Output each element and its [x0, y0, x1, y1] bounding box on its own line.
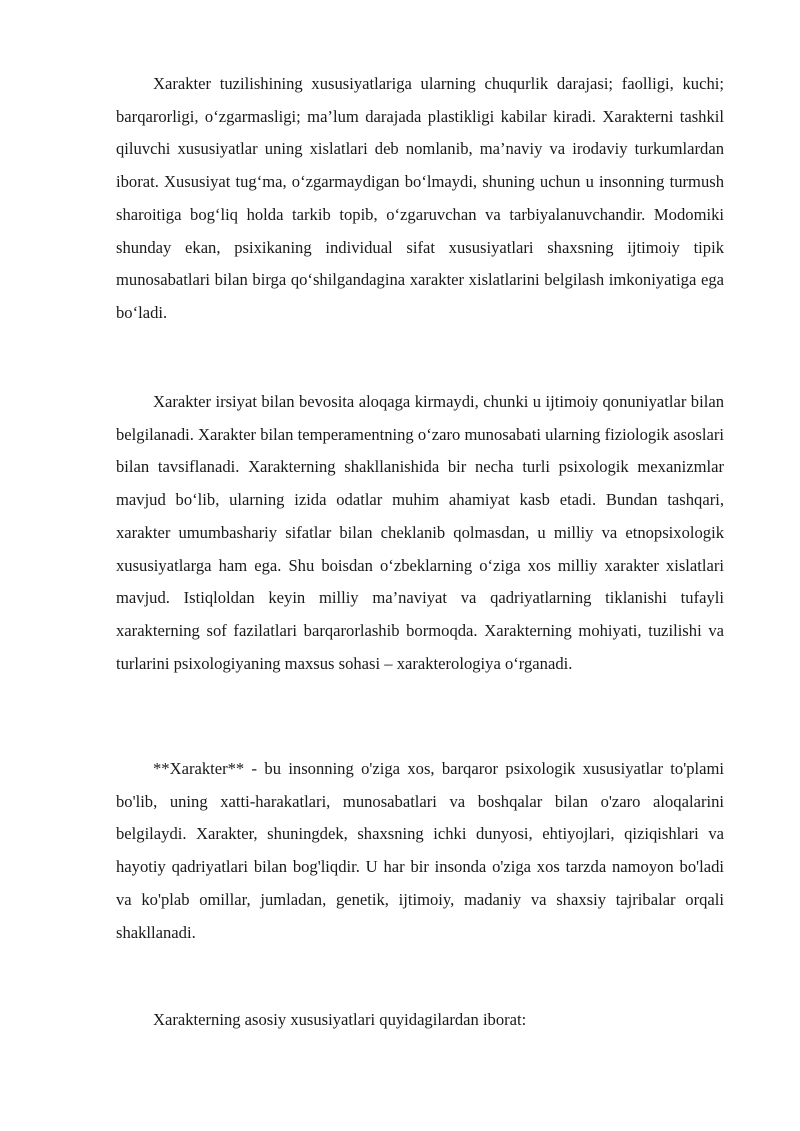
- paragraph-text: Xarakter tuzilishining xususiyatlariga ularning chuqurlik darajasi; faolligi, kuchi; barqarorligi, o‘zgarmasligi; ma’lum darajada plastikligi kabilar kiradi. Xarakterni tashkil qiluvchi xususiyatlar uning xislatlari deb nomlanib, ma’naviy va irodaviy turkumlardan iborat. Xususiyat tug‘ma, o‘zgarmaydigan bo‘lmaydi, shuning uchun u insonning turmush sharoitiga bog‘liq holda tarkib topib, o‘zgaruvchan va tarbiyalanuvchandir. Modomiki shunday ekan, psixikaning individual sifat xususiyatlari shaxsning ijtimoiy tipik munosabatlari bilan birga qo‘shilgandagina xarakter xislatlarini belgilash imkoniyatiga ega bo‘ladi.: [116, 74, 724, 322]
- paragraph-character-structure: [116, 68, 724, 330]
- paragraph-text: Xarakterning asosiy xususiyatlari quyidagilardan iborat:: [153, 1010, 527, 1029]
- paragraph-text: **Xarakter** - bu insonning o'ziga xos, barqaror psixologik xususiyatlar to'plami bo'lib, uning xatti-harakatlari, munosabatlari va boshqalar bilan o'zaro aloqalarini belgilaydi. Xarakter, shuningdek, shaxsning ichki dunyosi, ehtiyojlari, qiziqishlari va hayotiy qadriyatlari bilan bog'liqdir. U har bir insonda o'ziga xos tarzda namoyon bo'ladi va ko'plab omillar, jumladan, genetik, ijtimoiy, madaniy va shaxsiy tajribalar orqali shakllanadi.: [116, 759, 724, 942]
- paragraph-character-heredity: [116, 386, 724, 680]
- paragraph-text: Xarakter irsiyat bilan bevosita aloqaga kirmaydi, chunki u ijtimoiy qonuniyatlar bilan belgilanadi. Xarakter bilan temperamentning o‘zaro munosabati ularning fiziologik asoslari bilan tavsiflanadi. Xarakterning shakllanishida bir necha turli psixologik mexanizmlar mavjud bo‘lib, ularning izida odatlar muhim ahamiyat kasb etadi. Bundan tashqari, xarakter umumbashariy sifatlar bilan cheklanib qolmasdan, u milliy va etnopsixologik xususiyatlarga ham ega. Shu boisdan o‘zbeklarning o‘ziga xos milliy xarakter xislatlari mavjud. Istiqloldan keyin milliy ma’naviyat va qadriyatlarning tiklanishi tufayli xarakterning sof fazilatlari barqarorlashib bormoqda. Xarakterning mohiyati, tuzilishi va turlarini psixologiyaning maxsus sohasi – xarakterologiya o‘rganadi.: [116, 392, 724, 673]
- paragraph-character-definition: [116, 753, 724, 949]
- paragraph-character-features-intro: [116, 1004, 724, 1037]
